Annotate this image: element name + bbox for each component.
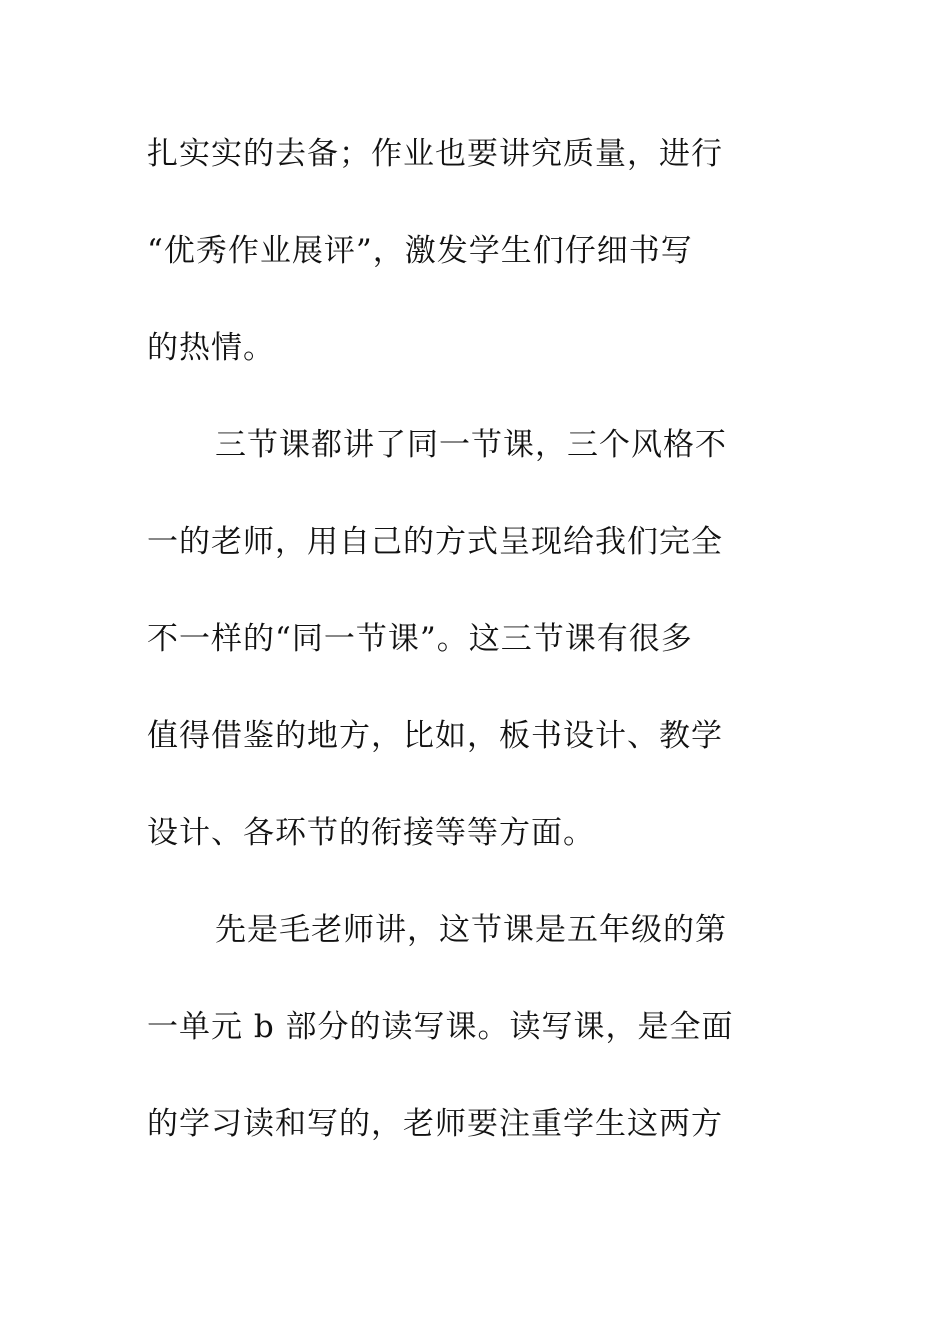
text-line-7: 值得借鉴的地方，比如，板书设计、教学 — [147, 718, 723, 754]
text-line-3: 的热情。 — [147, 330, 275, 366]
text-line-5: 一的老师，用自己的方式呈现给我们完全 — [147, 524, 723, 560]
paragraph-start-line-9: 先是毛老师讲，这节课是五年级的第 — [215, 912, 727, 948]
paragraph-start-line-4: 三节课都讲了同一节课，三个风格不 — [215, 427, 727, 463]
text-line-10: 一单元 b 部分的读写课。读写课，是全面 — [147, 1009, 734, 1045]
text-line-8: 设计、各环节的衔接等等方面。 — [147, 815, 595, 851]
document-body — [147, 125, 787, 1192]
text-line-6: 不一样的“同一节课”。这三节课有很多 — [147, 621, 693, 657]
text-line-1: 扎实实的去备；作业也要讲究质量，进行 — [147, 136, 723, 172]
text-line-11: 的学习读和写的，老师要注重学生这两方 — [147, 1106, 723, 1142]
text-line-2: “优秀作业展评”，激发学生们仔细书写 — [147, 233, 693, 269]
